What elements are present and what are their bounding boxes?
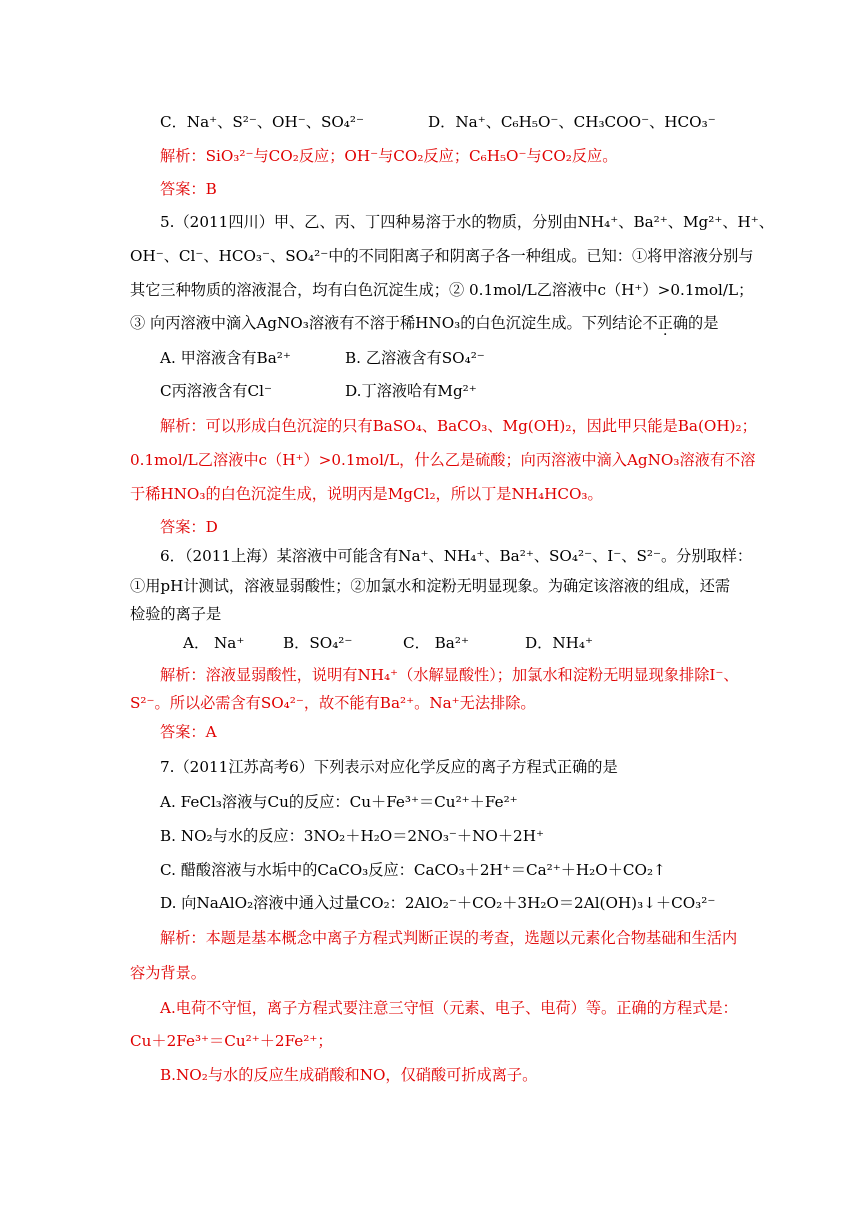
q6-line-2: ①用pH计测试，溶液显弱酸性；②加氯水和淀粉无明显现象。为确定该溶液的组成，还需: [130, 577, 731, 595]
q5-option-c: C丙溶液含有Cl⁻: [160, 382, 273, 400]
q4-option-c: C．Na⁺、S²⁻、OH⁻、SO₄²⁻: [160, 113, 365, 131]
q5-analysis-3: 于稀HNO₃的白色沉淀生成，说明丙是MgCl₂，所以丁是NH₄HCO₃。: [130, 485, 603, 503]
q6-line-3: 检验的离子是: [130, 605, 222, 623]
q7-option-c: C. 醋酸溶液与水垢中的CaCO₃反应：CaCO₃＋2H⁺＝Ca²⁺＋H₂O＋CO₂↑: [160, 861, 666, 879]
q7-analysis-3: A.电荷不守恒，离子方程式要注意三守恒（元素、电子、电荷）等。正确的方程式是：: [160, 999, 738, 1017]
q5-option-b: B. 乙溶液含有SO₄²⁻: [345, 349, 485, 367]
q6-analysis-2: S²⁻。所以必需含有SO₄²⁻，故不能有Ba²⁺。Na⁺无法排除。: [130, 694, 536, 712]
q6-analysis-1: 解析：溶液显弱酸性，说明有NH₄⁺（水解显酸性）；加氯水和淀粉无明显现象排除I⁻、: [160, 666, 739, 684]
q5-line-3: 其它三种物质的溶液混合，均有白色沉淀生成；② 0.1mol/L乙溶液中c（H⁺）>0.1mol/L；: [130, 281, 754, 299]
q7-analysis-1: 解析：本题是基本概念中离子方程式判断正误的考查，选题以元素化合物基础和生活内: [160, 929, 738, 947]
q7-analysis-5: B.NO₂与水的反应生成硝酸和NO，仅硝酸可折成离子。: [160, 1066, 538, 1084]
q6-option-c: C． Ba²⁺: [403, 634, 469, 652]
q7-analysis-2: 容为背景。: [130, 964, 206, 982]
q5-line-1: 5.（2011四川）甲、乙、丙、丁四种易溶于水的物质，分别由NH₄⁺、Ba²⁺、Mg²⁺、H⁺、: [160, 213, 774, 231]
q4-option-d: D．Na⁺、C₆H₅O⁻、CH₃COO⁻、HCO₃⁻: [428, 113, 716, 131]
q5-line-2: OH⁻、Cl⁻、HCO₃⁻、SO₄²⁻中的不同阳离子和阴离子各一种组成。已知：①将甲溶液分别与: [130, 247, 754, 265]
q5-answer: 答案：D: [160, 518, 218, 536]
q5-analysis-2: 0.1mol/L乙溶液中c（H⁺）>0.1mol/L，什么乙是硫酸；向丙溶液中滴入AgNO₃溶液有不溶: [130, 451, 756, 469]
q5-line-4: [130, 313, 718, 333]
q6-answer: 答案：A: [160, 723, 217, 741]
q6-option-b: B．SO₄²⁻: [283, 634, 353, 652]
q5-option-d: D.丁溶液哈有Mg²⁺: [345, 382, 477, 400]
q4-answer: 答案：B: [160, 180, 217, 198]
q6-option-a: A． Na⁺: [183, 634, 245, 652]
q4-analysis: 解析：SiO₃²⁻与CO₂反应；OH⁻与CO₂反应；C₆H₅O⁻与CO₂反应。: [160, 147, 618, 165]
q7-option-d: D. 向NaAlO₂溶液中通入过量CO₂：2AlO₂⁻＋CO₂＋3H₂O＝2Al(OH)₃↓＋CO₃²⁻: [160, 894, 716, 912]
q7-line-1: 7.（2011江苏高考6）下列表示对应化学反应的离子方程式正确的是: [160, 758, 618, 776]
q5-option-a: A. 甲溶液含有Ba²⁺: [160, 349, 291, 367]
q5-line-4b: 的是: [688, 314, 719, 332]
q6-line-1: 6．（2011上海）某溶液中可能含有Na⁺、NH₄⁺、Ba²⁺、SO₄²⁻、I⁻、S²⁻。分别取样：: [160, 547, 753, 565]
q6-option-d: D．NH₄⁺: [525, 634, 594, 652]
q5-line-4a: ③ 向丙溶液中滴入AgNO₃溶液有不溶于稀HNO₃的白色沉淀生成。下列结论: [130, 314, 643, 332]
q7-option-b: B. NO₂与水的反应：3NO₂＋H₂O＝2NO₃⁻＋NO＋2H⁺: [160, 827, 544, 845]
q7-analysis-4: Cu＋2Fe³⁺＝Cu²⁺＋2Fe²⁺；: [130, 1032, 333, 1050]
q5-emphasis: 不正确: [642, 314, 689, 332]
q5-analysis-1: 解析：可以形成白色沉淀的只有BaSO₄、BaCO₃、Mg(OH)₂，因此甲只能是Ba(OH)₂；: [160, 417, 757, 435]
q7-option-a: A. FeCl₃溶液与Cu的反应：Cu＋Fe³⁺＝Cu²⁺＋Fe²⁺: [160, 793, 518, 811]
